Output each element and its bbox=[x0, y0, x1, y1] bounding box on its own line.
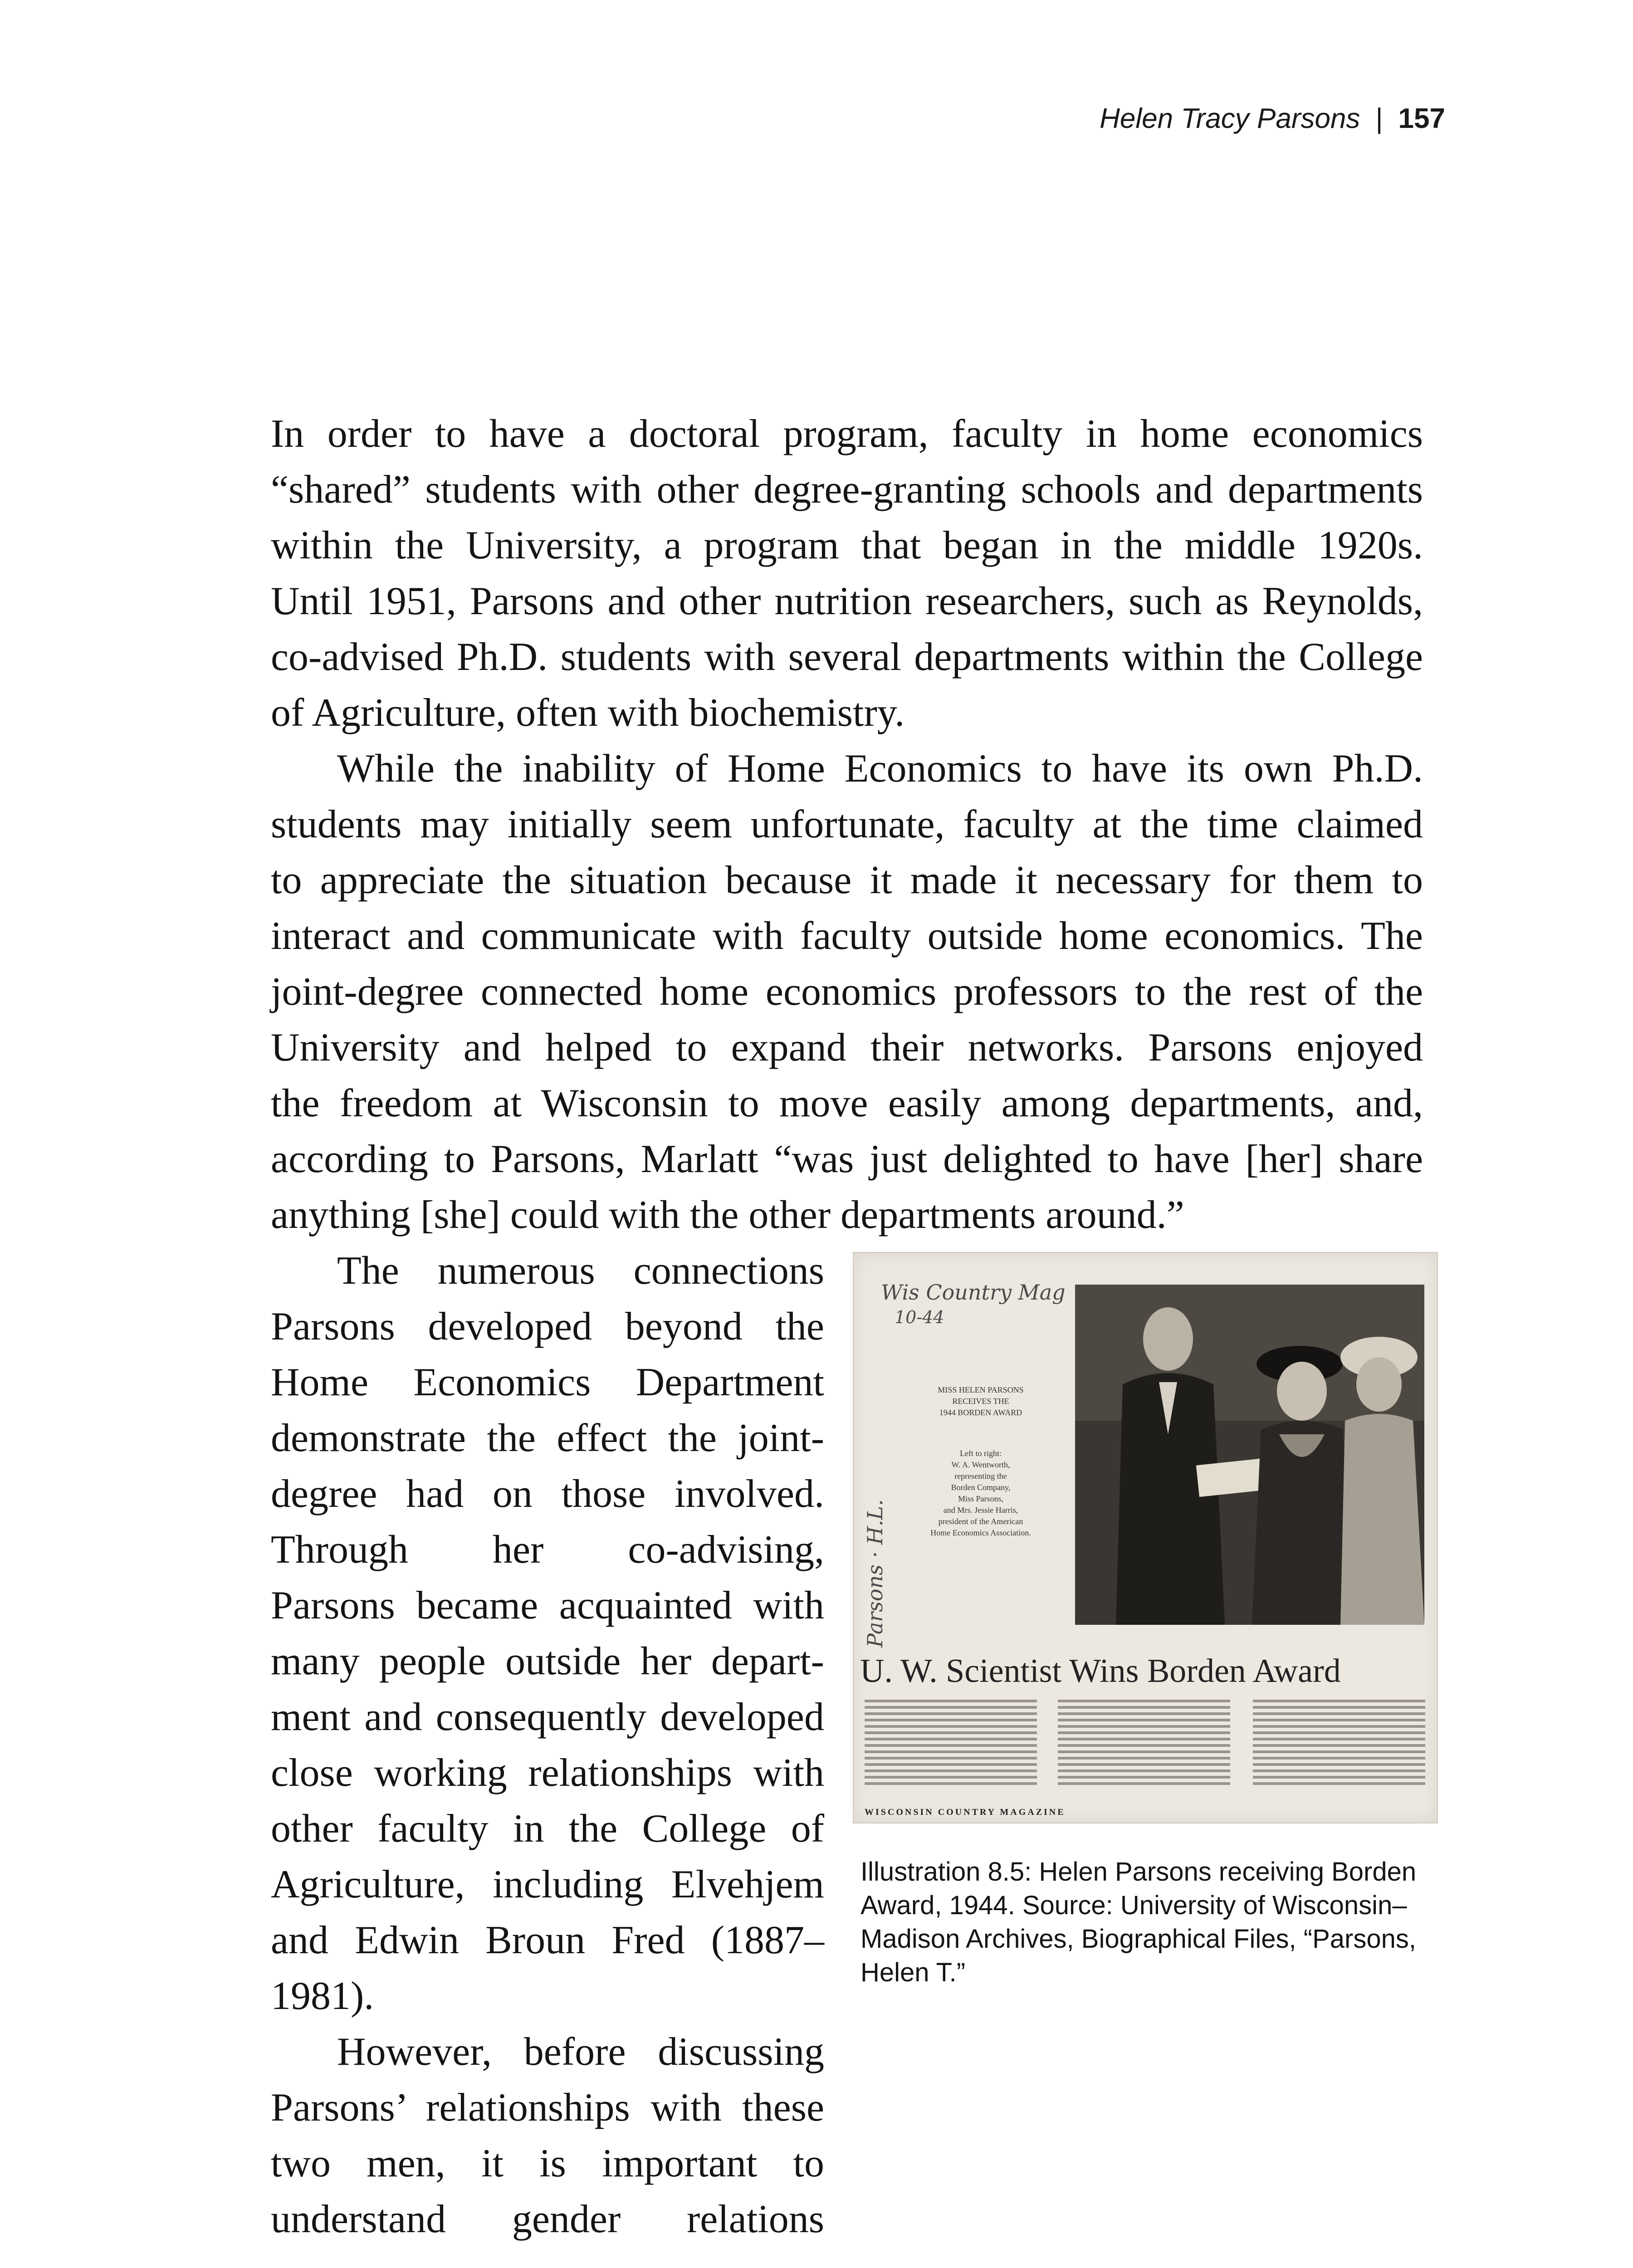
text-line: students may initially seem unfortunate, faculty at the time claimed bbox=[271, 802, 1423, 846]
text-line: University and helped to expand their networks. Parsons enjoyed bbox=[271, 1026, 1423, 1070]
text-line: anything [she] could with the other departments around.” bbox=[271, 1193, 1184, 1237]
page-number: 157 bbox=[1398, 103, 1445, 134]
photo-caption-names: Left to right: W. A. Wentworth, representing the Borden Company, Miss Parsons, and Mrs. Jessie Harris, president of the American Home Economics Association. bbox=[930, 1449, 1031, 1537]
photo-caption-title: MISS HELEN PARSONS RECEIVES THE 1944 BORDEN AWARD bbox=[938, 1385, 1024, 1417]
text-line: within the University, a program that began in the middle 1920s. bbox=[271, 523, 1423, 567]
text-line: However, before discussing bbox=[337, 2030, 824, 2074]
text-line: of Agriculture, often with biochemistry. bbox=[271, 691, 905, 735]
caption-line: Madison Archives, Biographical Files, “Parsons, bbox=[861, 1924, 1416, 1954]
body-paragraph-1 bbox=[271, 406, 1423, 741]
text-line: interact and communicate with faculty outside home economics. The bbox=[271, 914, 1423, 958]
text-line: Through her co-advising, bbox=[271, 1528, 824, 1572]
text-line: Agriculture, including Elvehjem bbox=[271, 1862, 824, 1906]
caption-line: Award, 1944. Source: University of Wisconsin– bbox=[861, 1891, 1407, 1920]
text-line: In order to have a doctoral program, faculty in home economics bbox=[271, 412, 1423, 456]
text-line: degree had on those involved. bbox=[271, 1472, 824, 1516]
handwritten-date: 10-44 bbox=[895, 1307, 944, 1327]
award-photograph bbox=[1075, 1285, 1424, 1625]
text-line: to appreciate the situation because it made it necessary for them to bbox=[271, 858, 1423, 902]
text-line: Home Economics Department bbox=[271, 1360, 824, 1404]
caption-line: Helen T.” bbox=[861, 1958, 966, 1987]
clipping-text-column bbox=[1058, 1700, 1230, 1804]
clipping-text-column bbox=[865, 1700, 1037, 1804]
photo-figures bbox=[1075, 1285, 1424, 1625]
text-line: other faculty in the College of bbox=[271, 1807, 824, 1851]
caption-line: Illustration 8.5: Helen Parsons receiving Borden bbox=[861, 1857, 1417, 1887]
figure-newspaper-clipping bbox=[853, 1252, 1438, 1823]
handwritten-note: Wis Country Mag bbox=[881, 1280, 1066, 1305]
text-line: Parsons developed beyond the bbox=[271, 1305, 824, 1349]
text-line: co-advised Ph.D. students with several departments within the College bbox=[271, 635, 1423, 679]
body-paragraph-3 bbox=[271, 1243, 824, 2024]
text-line: Parsons’ relationships with these bbox=[271, 2086, 824, 2130]
clipping-headline: U. W. Scientist Wins Borden Award bbox=[860, 1652, 1341, 1690]
text-line: “shared” students with other degree-granting schools and departments bbox=[271, 468, 1423, 512]
figure-caption bbox=[861, 1855, 1441, 1989]
running-header-title: Helen Tracy Parsons bbox=[1100, 103, 1360, 134]
text-line: close working relationships with bbox=[271, 1751, 824, 1795]
text-line: The numerous connections bbox=[337, 1249, 824, 1293]
text-line: and Edwin Broun Fred (1887– bbox=[271, 1918, 824, 1962]
text-line: many people outside her depart- bbox=[271, 1639, 824, 1683]
text-line: the freedom at Wisconsin to move easily among departments, and, bbox=[271, 1081, 1423, 1125]
text-line: two men, it is important to bbox=[271, 2141, 824, 2185]
handwritten-side-note: Parsons · H.L. bbox=[863, 1499, 887, 1647]
text-line: according to Parsons, Marlatt “was just delighted to have [her] share bbox=[271, 1137, 1423, 1181]
text-line: ment and consequently developed bbox=[271, 1695, 824, 1739]
clipping-text-column bbox=[1253, 1700, 1425, 1804]
text-line: Until 1951, Parsons and other nutrition researchers, such as Reynolds, bbox=[271, 579, 1423, 623]
text-line: understand gender relations bbox=[271, 2197, 824, 2241]
text-line: Parsons became acquainted with bbox=[271, 1584, 824, 1628]
text-line: demonstrate the effect the joint- bbox=[271, 1416, 824, 1460]
text-line: joint-degree connected home economics professors to the rest of the bbox=[271, 970, 1423, 1014]
text-line: 1981). bbox=[271, 1974, 374, 2018]
body-paragraph-2 bbox=[271, 741, 1423, 1243]
text-line: While the inability of Home Economics to have its own Ph.D. bbox=[337, 747, 1423, 791]
clipping-masthead: WISCONSIN COUNTRY MAGAZINE bbox=[865, 1807, 1066, 1817]
running-header bbox=[1100, 103, 1445, 135]
running-header-separator: | bbox=[1375, 103, 1383, 134]
body-paragraph-4 bbox=[271, 2024, 824, 2247]
